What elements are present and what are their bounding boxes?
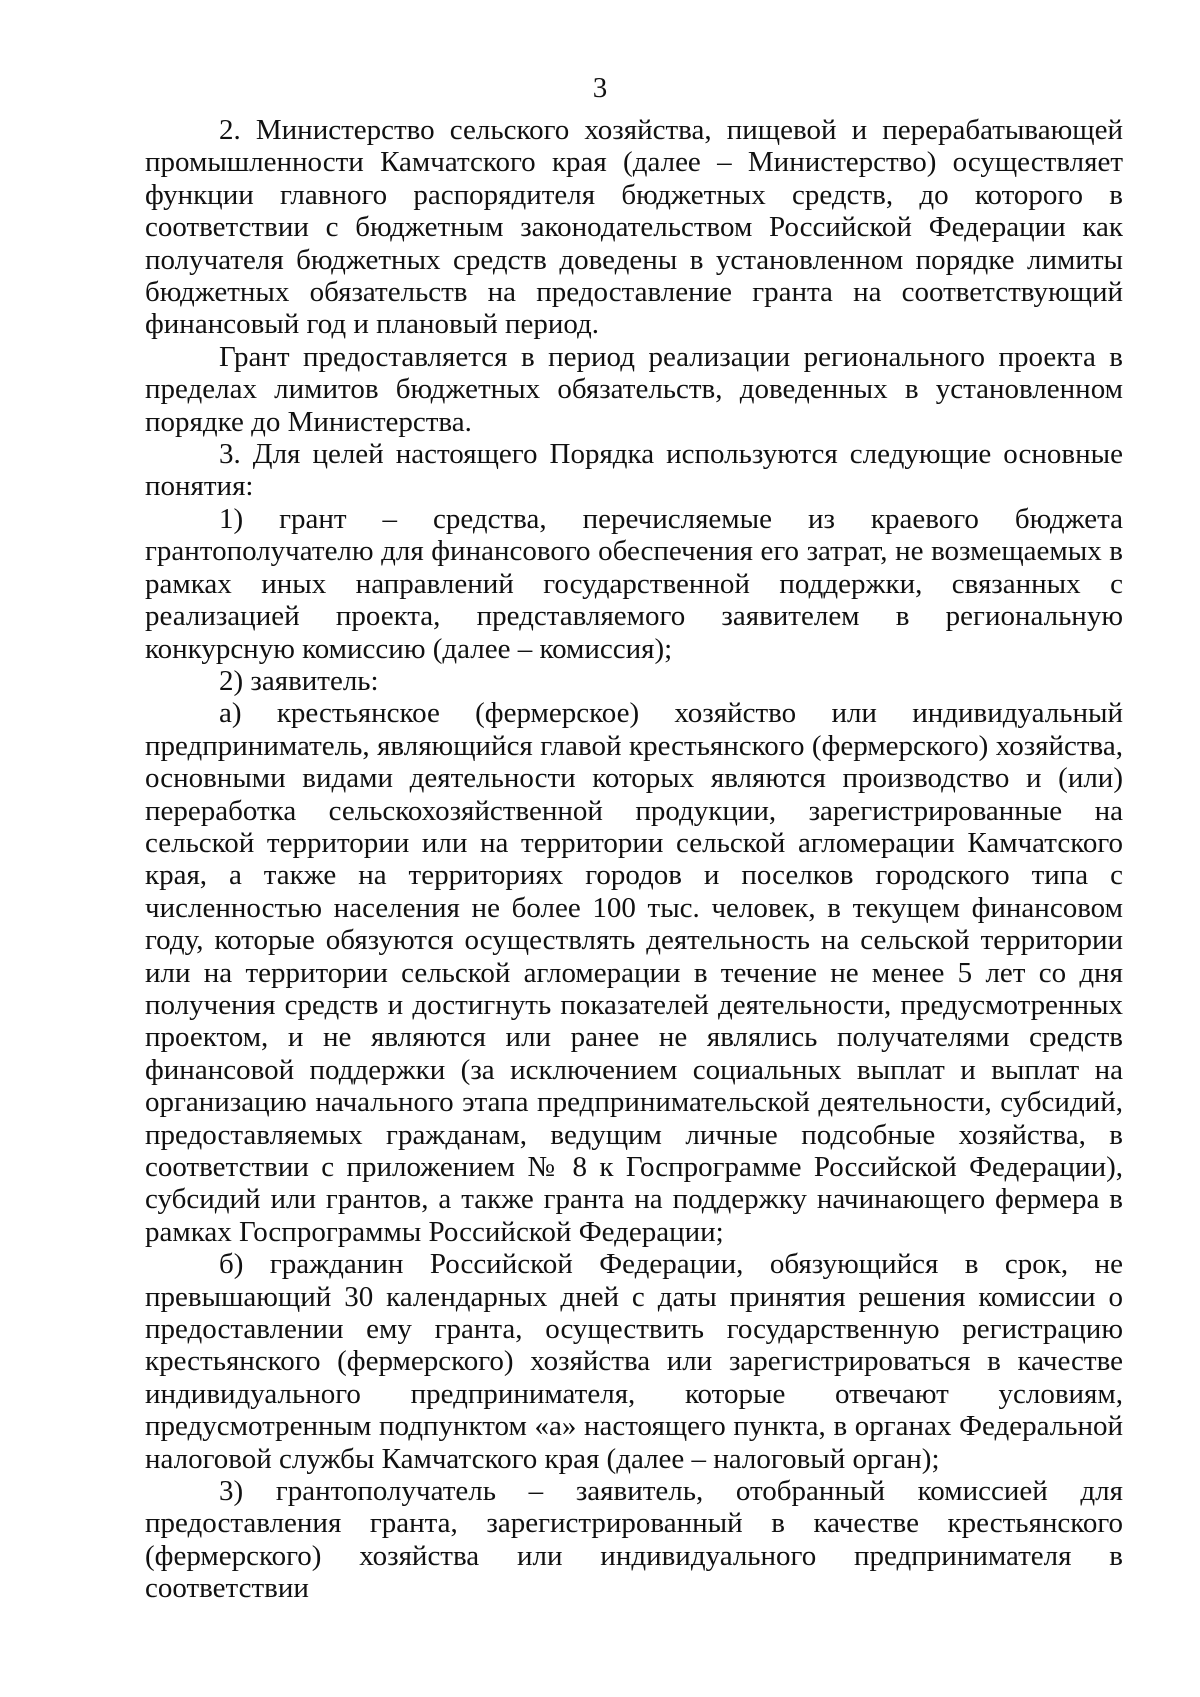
page-number: 3 [592, 72, 608, 104]
paragraph-definition-applicant: 2) заявитель: [219, 664, 379, 697]
document-body [145, 114, 1123, 1605]
paragraph-definition-grant: 1) грант – средства, перечисляемые из краевого бюджета грантополучателю для финансового обеспечения его затрат, не возмещаемых в рамках иных направлений государственной поддержки, связанных с реализацией проекта, представляемого заявителем в региональную конкурсную комиссию (далее – комиссия); [145, 502, 1123, 665]
paragraph-applicant-b: б) гражданин Российской Федерации, обязующийся в срок, не превышающий 30 календарных дней с даты принятия решения комиссии о предоставлении ему гранта, осуществить государственную регистрацию крестьянского (фермерского) хозяйства или зарегистрироваться в качестве индивидуального предпринимателя, которые отвечают условиям, предусмотренным подпунктом «а» настоящего пункта, в органах Федеральной налоговой службы Камчатского края (далее – налоговый орган); [145, 1248, 1123, 1475]
paragraph-applicant-a: а) крестьянское (фермерское) хозяйство или индивидуальный предприниматель, являющийся главой крестьянского (фермерского) хозяйства, основными видами деятельности которых являются производство и (или) переработка сельскохозяйственной продукции, зарегистрированные на сельской территории или на территории сельской агломерации Камчатского края, а также на территориях городов и поселков городского типа с численностью населения не более 100 тыс. человек, в текущем финансовом году, которые обязуются осуществлять деятельность на сельской территории или на территории сельской агломерации в течение не менее 5 лет со дня получения средств и достигнуть показателей деятельности, предусмотренных проектом, и не являются или ранее не являлись получателями средств финансовой поддержки (за исключением социальных выплат и выплат на организацию начального этапа предпринимательской деятельности, субсидий, предоставляемых гражданам, ведущим личные подсобные хозяйства, в соответствии с приложением № 8 к Госпрограмме Российской Федерации), субсидий или грантов, а также гранта на поддержку начинающего фермера в рамках Госпрограммы Российской Федерации; [145, 697, 1123, 1248]
paragraph-ministry-functions: 2. Министерство сельского хозяйства, пищевой и перерабатывающей промышленности Камчатского края (далее – Министерство) осуществляет функции главного распорядителя бюджетных средств, до которого в соответствии с бюджетным законодательством Российской Федерации как получателя бюджетных средств доведены в установленном порядке лимиты бюджетных обязательств на предоставление гранта на соответствующий финансовый год и плановый период. [145, 114, 1123, 341]
paragraph-grant-period: Грант предоставляется в период реализации регионального проекта в пределах лимитов бюджетных обязательств, доведенных в установленном порядке до Министерства. [145, 340, 1123, 438]
paragraph-definition-grantee: 3) грантополучатель – заявитель, отобранный комиссией для предоставления гранта, зарегистрированный в качестве крестьянского (фермерского) хозяйства или индивидуального предпринимателя в соответствии [145, 1475, 1123, 1605]
paragraph-definitions-intro: 3. Для целей настоящего Порядка используются следующие основные понятия: [145, 438, 1123, 503]
